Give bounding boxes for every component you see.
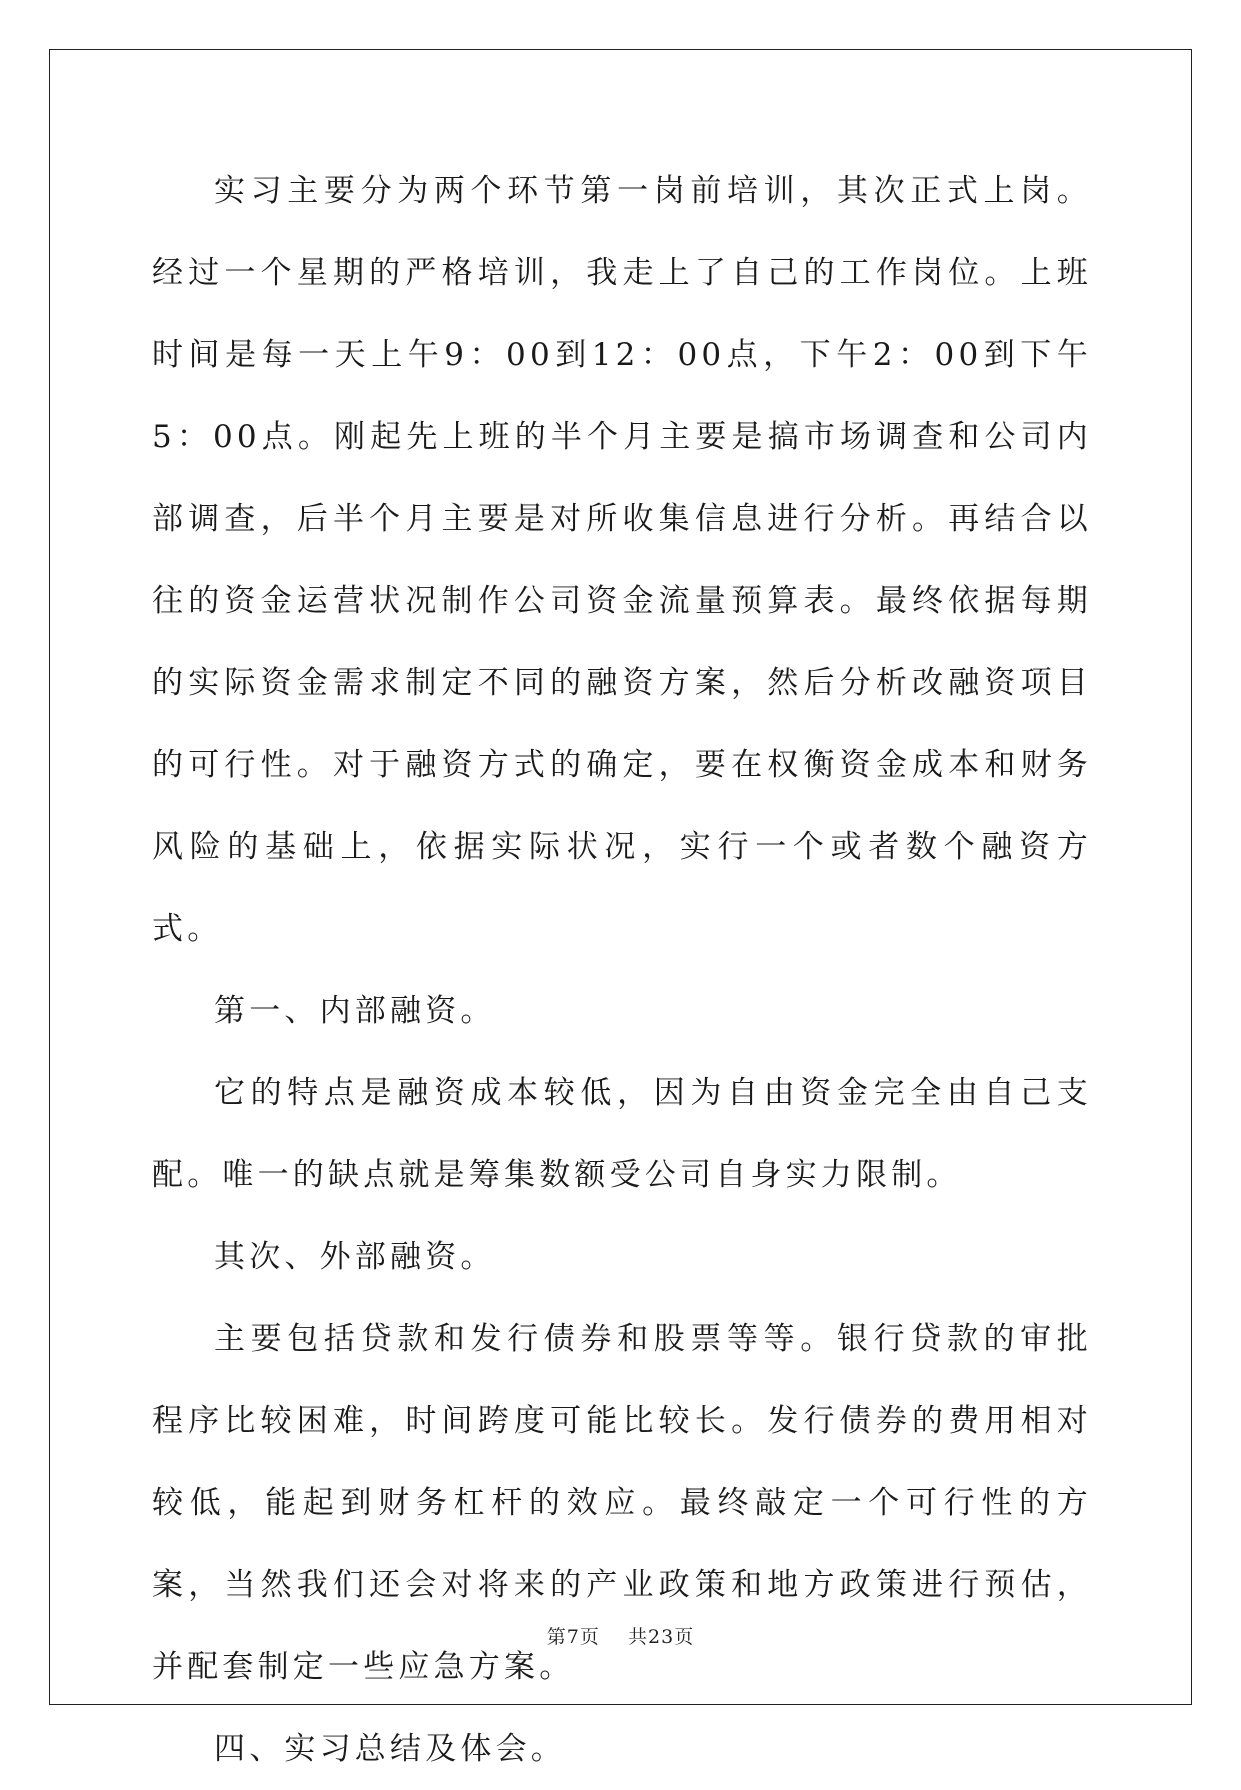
page-number: 第7页 (546, 1626, 600, 1648)
page-footer (0, 1622, 1241, 1649)
paragraph-external-financing-heading: 其次、外部融资。 (214, 1239, 496, 1275)
paragraph-external-financing-detail: 主要包括贷款和发行债券和股票等等。银行贷款的审批程序比较困难，时间跨度可能比较长。发行债券的费用相对较低，能起到财务杠杆的效应。最终敲定一个可行性的方案，当然我们还会对将来的产业政策和地方政策进行预估，并配套制定一些应急方案。 (152, 1321, 1092, 1685)
document-body (152, 150, 1092, 1790)
paragraph-internal-financing-detail: 它的特点是融资成本较低，因为自由资金完全由自己支配。唯一的缺点就是筹集数额受公司自身实力限制。 (152, 1075, 1092, 1193)
paragraph-internal-financing-heading: 第一、内部融资。 (214, 993, 496, 1029)
page-total: 共23页 (628, 1626, 695, 1648)
paragraph-internship-overview: 实习主要分为两个环节第一岗前培训，其次正式上岗。经过一个星期的严格培训，我走上了自己的工作岗位。上班时间是每一天上午9：00到12：00点，下午2：00到下午5：00点。刚起先上班的半个月主要是搞市场调查和公司内部调查，后半个月主要是对所收集信息进行分析。再结合以往的资金运营状况制作公司资金流量预算表。最终依据每期的实际资金需求制定不同的融资方案，然后分析改融资项目的可行性。对于融资方式的确定，要在权衡资金成本和财务风险的基础上，依据实际状况，实行一个或者数个融资方式。 (152, 173, 1092, 947)
paragraph-summary-heading: 四、实习总结及体会。 (214, 1731, 566, 1767)
